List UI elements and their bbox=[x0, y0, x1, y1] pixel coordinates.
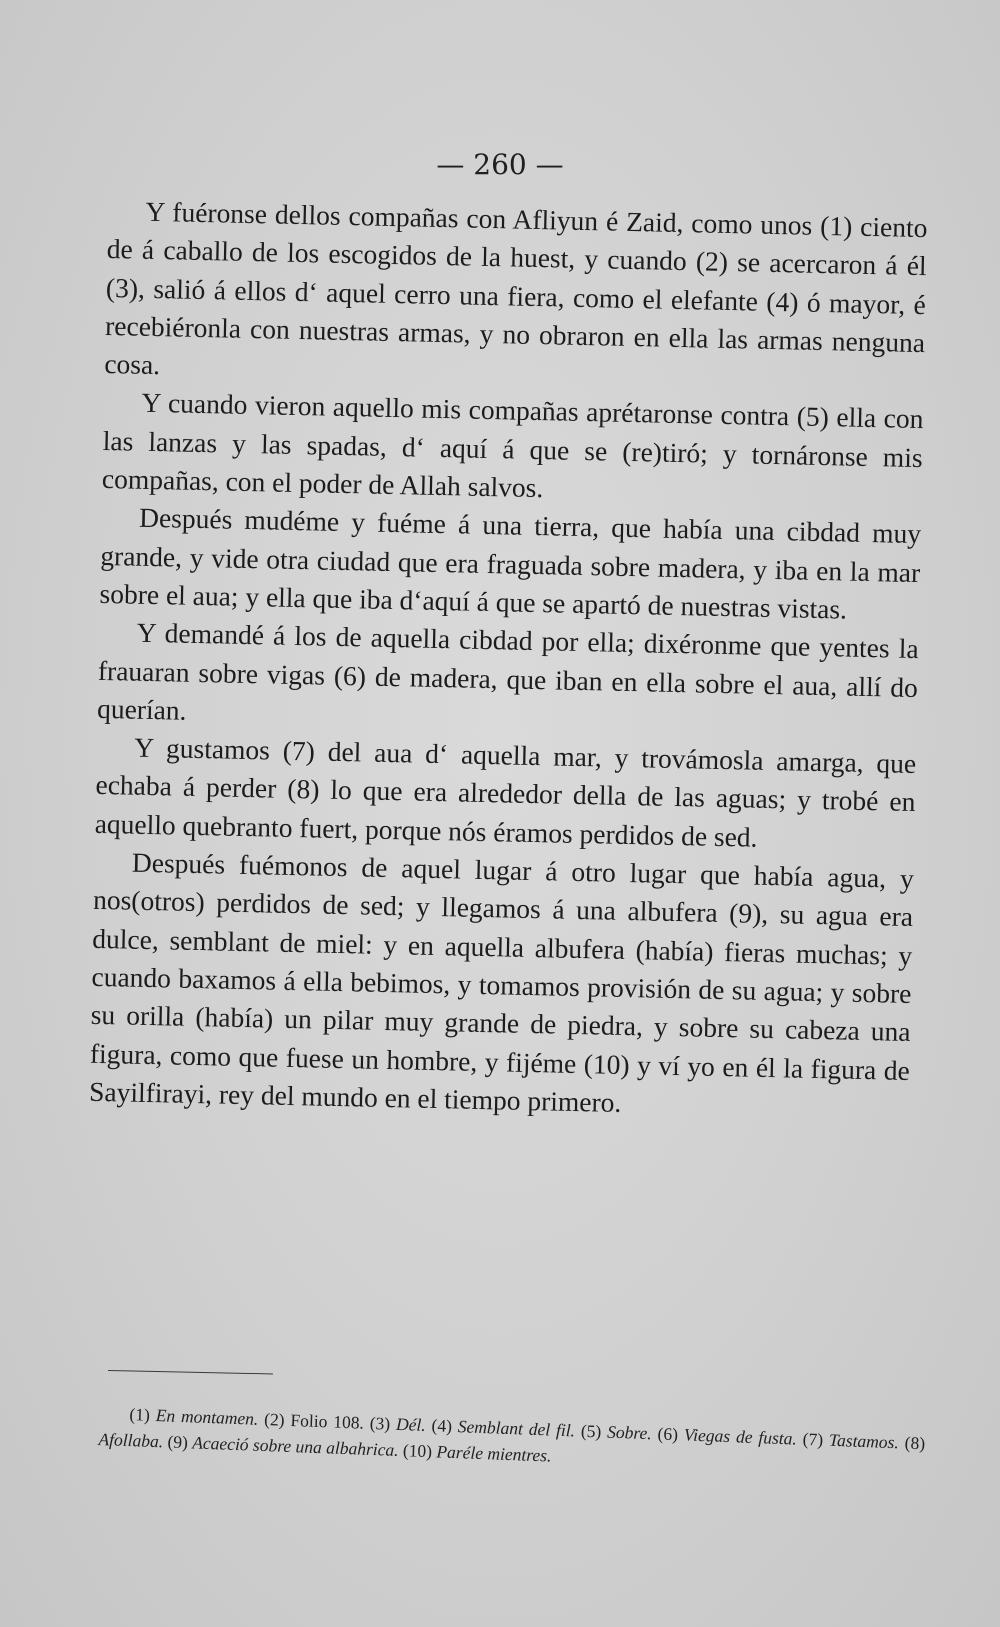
page-number: — 260 — bbox=[436, 148, 564, 181]
footnotes bbox=[98, 1400, 925, 1482]
footnote-number: (9) bbox=[167, 1431, 189, 1453]
footnote-text: Viegas de fusta. bbox=[683, 1424, 798, 1449]
footnote-number: (3) bbox=[369, 1412, 391, 1434]
footnote-number: (1) bbox=[129, 1404, 151, 1425]
paragraph: Y demandé á los de aquella cibdad por ella; dixéronme que yentes la frauaran sobre vigas (6) de madera, que iban en ella sobre el aua, allí do querían. bbox=[96, 616, 919, 726]
paragraph: Después fuémonos de aquel lugar á otro lugar que había agua, y nos(otros) perdidos de sed; y llegamos á una albufera (9), su agua era dulce, semblant de miel: y en aquella albufera (había) fieras muchas; y cuando baxamos á ella bebimos, y tomamos provisión de su agua; y sobre su orilla (había) un pilar muy grande de piedra, y sobre su cabeza una figura, como que fuese un hombre, y fijéme (10) y ví yo en él la figura de Sayilfirayi, rey del mundo en el tiempo primero. bbox=[88, 846, 915, 1118]
footnote-number: (7) bbox=[802, 1428, 824, 1450]
footnote-text: Folio 108. bbox=[290, 1410, 365, 1433]
footnote-text: Paréle mientres. bbox=[436, 1441, 552, 1466]
footnote-number: (2) bbox=[263, 1409, 285, 1430]
paragraph: Y gustamos (7) del aua d‘ aquella mar, y trovámosla amarga, que echaba á perder (8) lo que era alrededor della de las aguas; y trobé en aquello quebranto fuert, porque nós éramos perdidos de sed. bbox=[94, 731, 917, 853]
footnote-text: Acaeció sobre una albahrica. bbox=[191, 1432, 399, 1460]
paragraph: Y fuéronse dellos compañas con Afliyun é Zaid, como unos (1) ciento de á caballo de los escogidos de la huest, y cuando (2) se acercaron á él (3), salió á ellos d‘ aquel cerro una fiera, como el elefante (4) ó mayor, é recebiéronla con nuestras armas, y no obraron en ella las armas nenguna cosa. bbox=[104, 195, 928, 381]
paragraph: Después mudéme y fuéme á una tierra, que había una cibdad muy grande, y vide otra ciudad que era fraguada sobre madera, y iba en la mar sobre el aua; y ella que iba d‘aquí á que se apartó de nuestras vistas. bbox=[99, 502, 922, 625]
main-text bbox=[89, 192, 928, 1128]
footnote-number: (4) bbox=[431, 1415, 453, 1436]
footnote-text: En montamen. bbox=[155, 1405, 259, 1429]
footnote-number: (8) bbox=[904, 1432, 926, 1454]
footnote-divider bbox=[108, 1370, 273, 1374]
footnote-text: Tastamos. bbox=[828, 1429, 900, 1453]
footnote-number: (5) bbox=[580, 1420, 602, 1442]
footnote-number: (6) bbox=[657, 1423, 679, 1445]
paragraph: Y cuando vieron aquello mis compañas aprétaronse contra (5) ella con las lanzas y las spadas, d‘ aquí á que se (re)tiró; y tornáronse mis compañas, con el poder de Allah salvos. bbox=[101, 387, 924, 504]
footnote-text: Semblant del fil. bbox=[457, 1416, 576, 1441]
footnote-number: (10) bbox=[402, 1440, 433, 1462]
footnote-text: Sobre. bbox=[606, 1421, 653, 1444]
footnote-text: Dél. bbox=[395, 1413, 427, 1435]
footnote-text: Afollaba. bbox=[98, 1428, 164, 1452]
